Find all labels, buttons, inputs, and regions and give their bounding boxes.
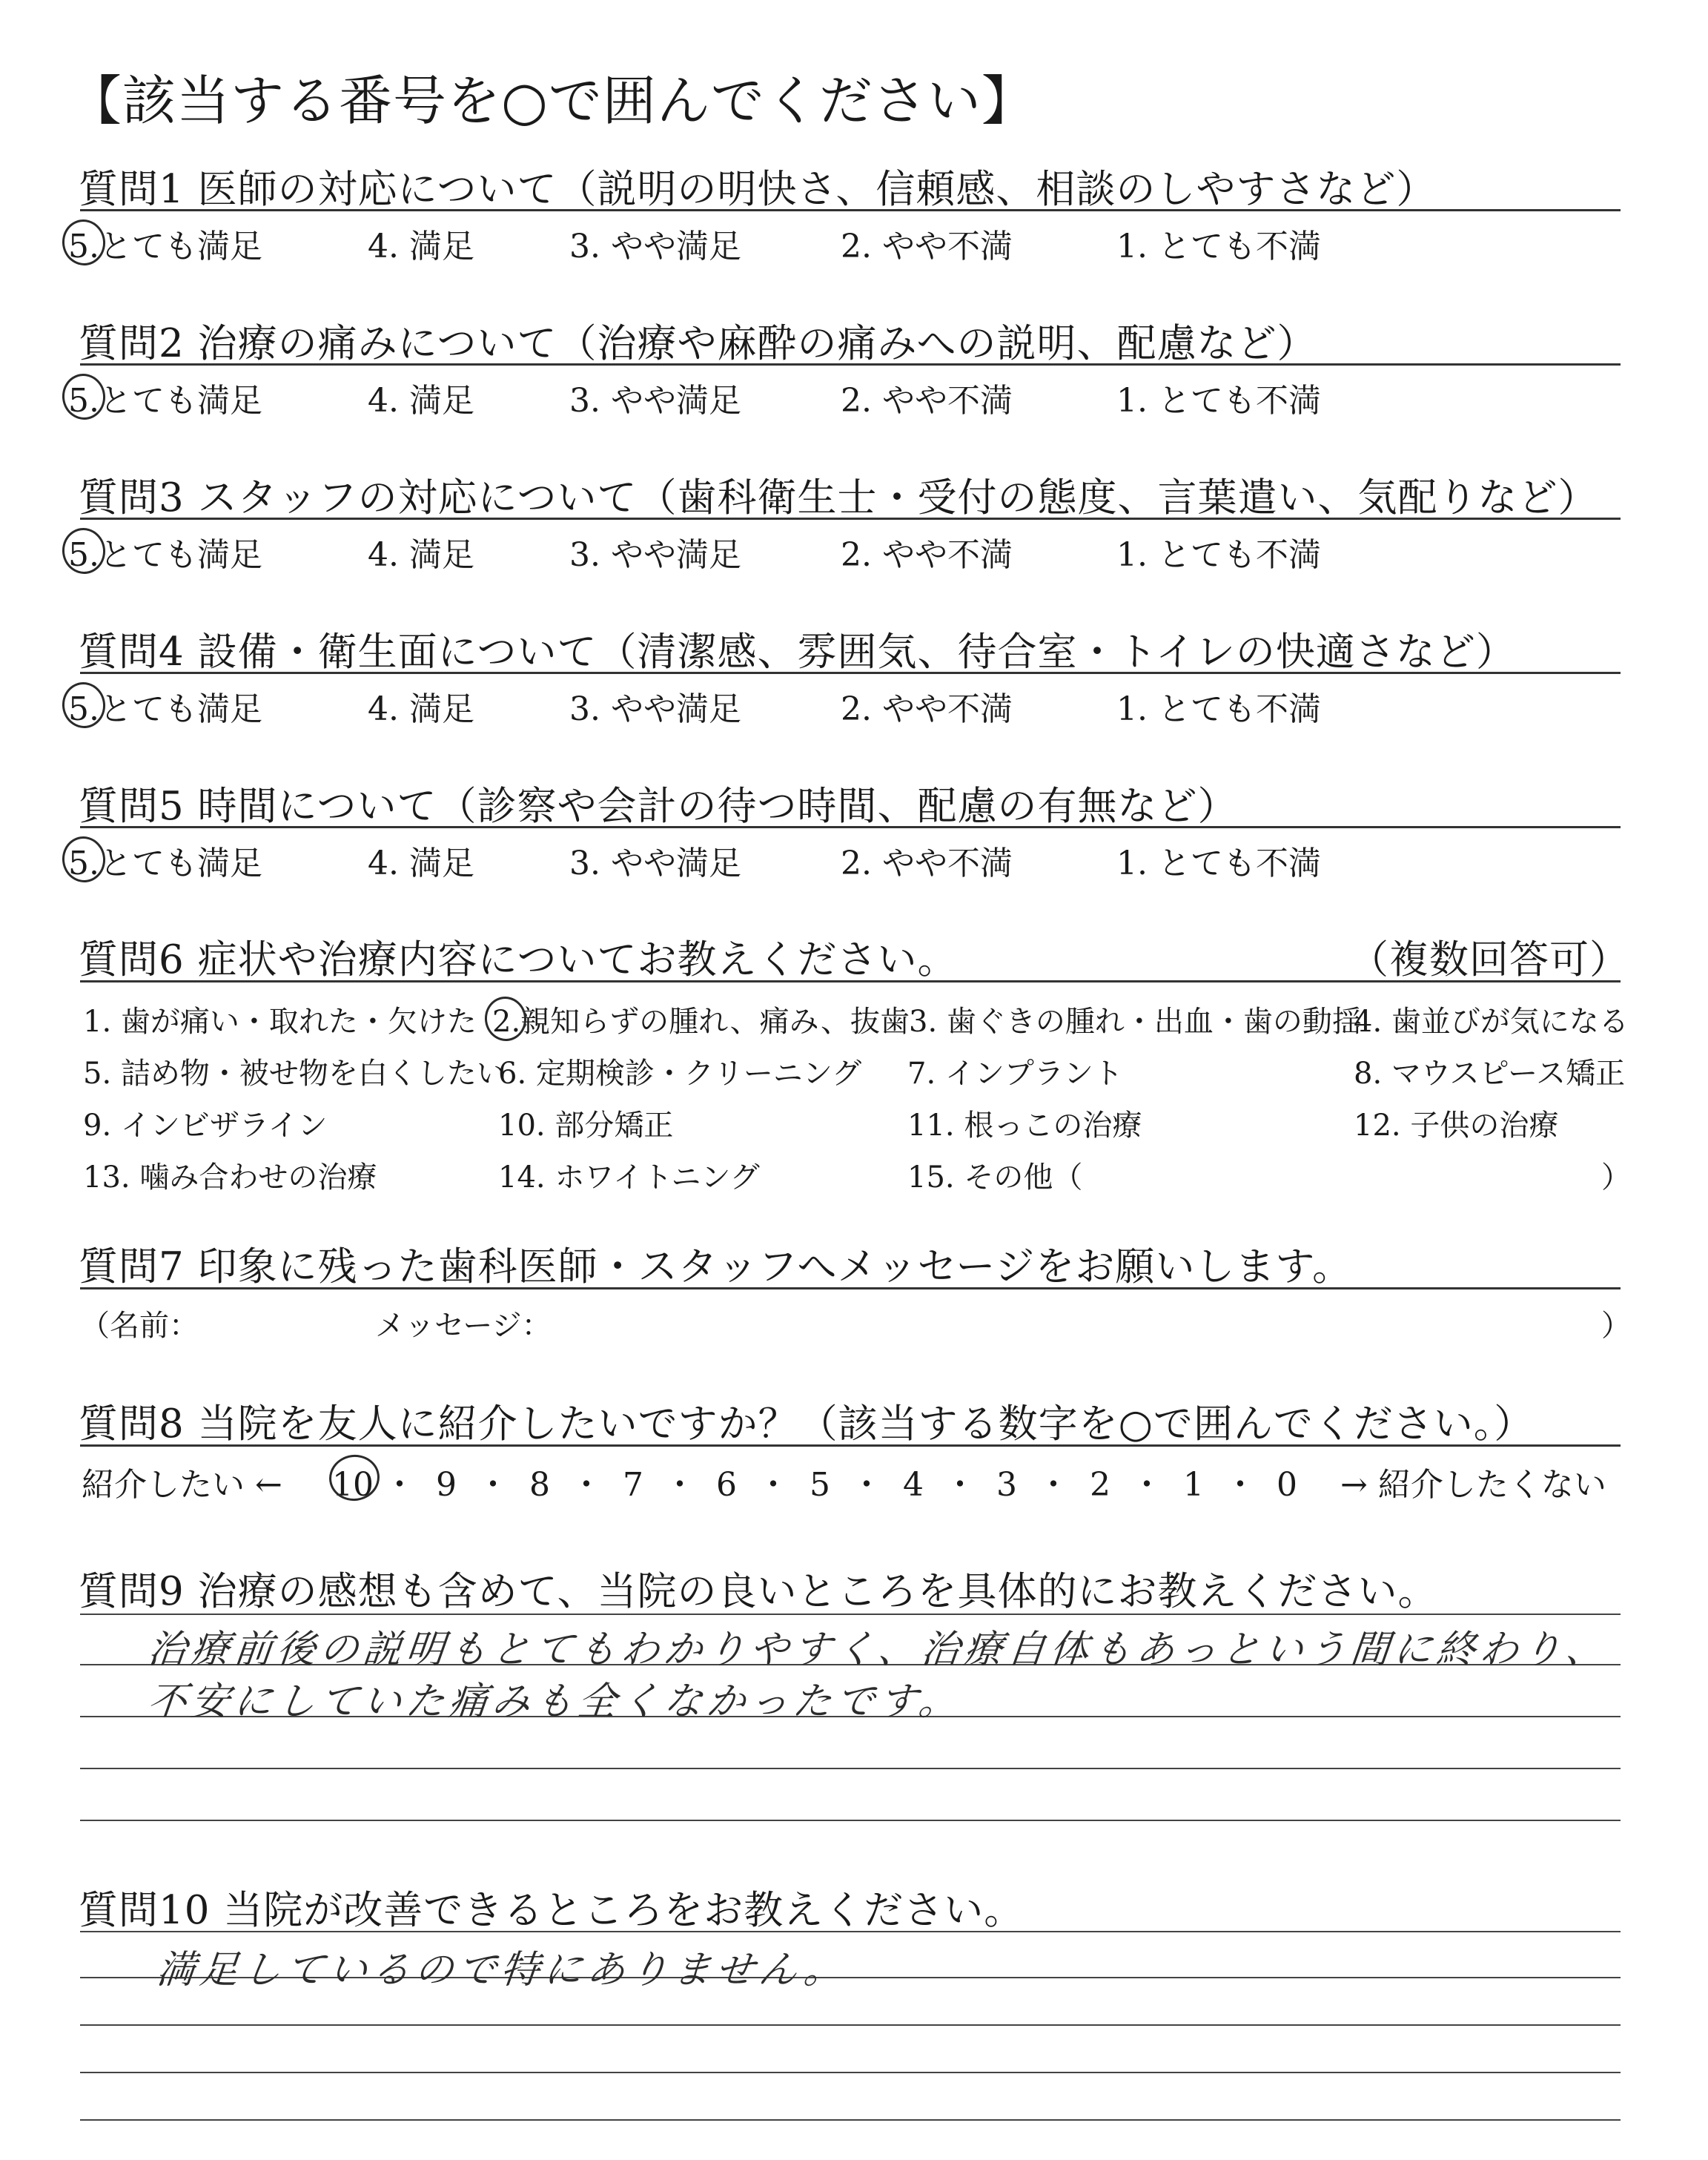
option-5[interactable]: 5.とても満足 bbox=[68, 228, 262, 265]
question-7-title: 質問7 印象に残った歯科医師・スタッフへメッセージをお願いします。 bbox=[79, 1244, 1353, 1289]
question-10-title: 質問10 当院が改善できるところをお教えください。 bbox=[79, 1888, 1025, 1933]
message-label: メッセージ： bbox=[375, 1309, 552, 1343]
divider bbox=[80, 672, 1621, 674]
option-3[interactable]: 3. やや満足 bbox=[569, 382, 741, 420]
scale-separator: ・ bbox=[477, 1466, 509, 1504]
option-5[interactable]: 5.とても満足 bbox=[68, 690, 262, 728]
option-2[interactable]: 2. やや不満 bbox=[841, 690, 1013, 728]
page-title: 【該当する番号を○で囲んでください】 bbox=[68, 70, 1036, 132]
option-1[interactable]: 1. とても不満 bbox=[1116, 690, 1321, 728]
recommend-right-label: → 紹介したくない bbox=[1340, 1466, 1606, 1504]
ruled-line bbox=[80, 2024, 1621, 2026]
question-1-title: 質問1 医師の対応について（説明の明快さ、信頼感、相談のしやすさなど） bbox=[79, 167, 1437, 212]
option-3[interactable]: 3. やや満足 bbox=[569, 536, 741, 574]
scale-separator: ・ bbox=[663, 1466, 696, 1504]
question-8-title: 質問8 当院を友人に紹介したいですか？（該当する数字を○で囲んでください。） bbox=[79, 1401, 1535, 1447]
divider bbox=[80, 363, 1621, 366]
q6-item-7[interactable]: 7. インプラント bbox=[907, 1057, 1123, 1091]
scale-separator: ・ bbox=[570, 1466, 603, 1504]
option-4[interactable]: 4. 満足 bbox=[368, 382, 474, 420]
option-3[interactable]: 3. やや満足 bbox=[569, 690, 741, 728]
recommend-option-8[interactable]: 8 bbox=[529, 1466, 550, 1504]
scale-separator: ・ bbox=[757, 1466, 790, 1504]
q6-item-13[interactable]: 13. 噛み合わせの治療 bbox=[83, 1160, 377, 1195]
option-5[interactable]: 5.とても満足 bbox=[68, 845, 262, 882]
option-1[interactable]: 1. とても不満 bbox=[1116, 382, 1321, 420]
question-4-title: 質問4 設備・衛生面について（清潔感、雰囲気、待合室・トイレの快適さなど） bbox=[79, 630, 1516, 675]
q6-item-12[interactable]: 12. 子供の治療 bbox=[1354, 1109, 1559, 1143]
q6-item-1[interactable]: 1. 歯が痛い・取れた・欠けた bbox=[83, 1005, 477, 1039]
q6-item-15[interactable]: 15. その他（ bbox=[907, 1160, 1083, 1195]
divider bbox=[80, 518, 1621, 520]
divider bbox=[80, 209, 1621, 211]
recommend-option-1[interactable]: 1 bbox=[1183, 1466, 1204, 1504]
question-5-title: 質問5 時間について（診察や会計の待つ時間、配慮の有無など） bbox=[79, 784, 1238, 829]
ruled-line bbox=[80, 1768, 1621, 1769]
recommend-scale bbox=[331, 1458, 1309, 1505]
handwritten-answer-line: 不安にしていた痛みも全くなかったです。 bbox=[145, 1680, 964, 1724]
question-3-title: 質問3 スタッフの対応について（歯科衛生士・受付の態度、言葉遣い、気配りなど） bbox=[79, 475, 1598, 521]
recommend-option-6[interactable]: 6 bbox=[716, 1466, 737, 1504]
divider bbox=[80, 826, 1621, 828]
recommend-option-10[interactable]: 10 bbox=[332, 1466, 374, 1504]
question-2-title: 質問2 治療の痛みについて（治療や麻酔の痛みへの説明、配慮など） bbox=[79, 321, 1317, 366]
option-5[interactable]: 5.とても満足 bbox=[68, 382, 262, 420]
option-3[interactable]: 3. やや満足 bbox=[569, 228, 741, 265]
handwritten-answer-line: 満足しているので特にありません。 bbox=[154, 1948, 850, 1992]
ruled-line bbox=[80, 1614, 1621, 1615]
recommend-option-2[interactable]: 2 bbox=[1090, 1466, 1110, 1504]
q6-close-paren: ） bbox=[1601, 1160, 1631, 1195]
q6-item-4[interactable]: 4. 歯並びが気になる bbox=[1354, 1005, 1629, 1039]
option-4[interactable]: 4. 満足 bbox=[368, 845, 474, 882]
handwritten-answer-line: 治療前後の説明もとてもわかりやすく、治療自体もあっという間に終わり、 bbox=[145, 1628, 1612, 1672]
divider bbox=[80, 980, 1621, 982]
q6-item-14[interactable]: 14. ホワイトニング bbox=[498, 1160, 760, 1195]
question-6-title: 質問6 症状や治療内容についてお教えください。 bbox=[79, 937, 958, 982]
recommend-option-7[interactable]: 7 bbox=[623, 1466, 643, 1504]
recommend-option-3[interactable]: 3 bbox=[996, 1466, 1017, 1504]
option-2[interactable]: 2. やや不満 bbox=[841, 536, 1013, 574]
q7-close-paren: ） bbox=[1601, 1309, 1631, 1343]
q6-item-5[interactable]: 5. 詰め物・被せ物を白くしたい bbox=[83, 1057, 506, 1091]
scale-separator: ・ bbox=[944, 1466, 976, 1504]
recommend-option-0[interactable]: 0 bbox=[1277, 1466, 1297, 1504]
name-label: （名前： bbox=[80, 1309, 199, 1343]
ruled-line bbox=[80, 2072, 1621, 2073]
q6-item-11[interactable]: 11. 根っこの治療 bbox=[907, 1109, 1142, 1143]
recommend-option-5[interactable]: 5 bbox=[810, 1466, 830, 1504]
recommend-option-9[interactable]: 9 bbox=[436, 1466, 457, 1504]
option-1[interactable]: 1. とても不満 bbox=[1116, 228, 1321, 265]
scale-separator: ・ bbox=[1037, 1466, 1070, 1504]
option-1[interactable]: 1. とても不満 bbox=[1116, 536, 1321, 574]
scale-separator: ・ bbox=[850, 1466, 883, 1504]
question-6-note: （複数回答可） bbox=[1349, 937, 1629, 982]
scale-separator: ・ bbox=[1131, 1466, 1163, 1504]
option-2[interactable]: 2. やや不満 bbox=[841, 228, 1013, 265]
q6-item-3[interactable]: 3. 歯ぐきの腫れ・出血・歯の動揺 bbox=[909, 1005, 1362, 1039]
divider bbox=[80, 1444, 1621, 1447]
option-3[interactable]: 3. やや満足 bbox=[569, 845, 741, 882]
option-4[interactable]: 4. 満足 bbox=[368, 228, 474, 265]
recommend-left-label: 紹介したい ← bbox=[82, 1466, 282, 1504]
q6-item-2[interactable]: 2.親知らずの腫れ、痛み、抜歯 bbox=[492, 1005, 910, 1039]
q6-item-6[interactable]: 6. 定期検診・クリーニング bbox=[498, 1057, 862, 1091]
q6-item-10[interactable]: 10. 部分矯正 bbox=[498, 1109, 674, 1143]
scale-separator: ・ bbox=[383, 1466, 416, 1504]
option-1[interactable]: 1. とても不満 bbox=[1116, 845, 1321, 882]
ruled-line bbox=[80, 1931, 1621, 1932]
question-9-title: 質問9 治療の感想も含めて、当院の良いところを具体的にお教えください。 bbox=[79, 1569, 1438, 1614]
option-4[interactable]: 4. 満足 bbox=[368, 536, 474, 574]
q6-item-8[interactable]: 8. マウスピース矯正 bbox=[1354, 1057, 1626, 1091]
option-2[interactable]: 2. やや不満 bbox=[841, 382, 1013, 420]
option-4[interactable]: 4. 満足 bbox=[368, 690, 474, 728]
recommend-option-4[interactable]: 4 bbox=[903, 1466, 924, 1504]
q6-item-9[interactable]: 9. インビザライン bbox=[83, 1109, 328, 1143]
ruled-line bbox=[80, 2119, 1621, 2121]
ruled-line bbox=[80, 1820, 1621, 1821]
scale-separator: ・ bbox=[1224, 1466, 1257, 1504]
option-2[interactable]: 2. やや不満 bbox=[841, 845, 1013, 882]
divider bbox=[80, 1287, 1621, 1289]
option-5[interactable]: 5.とても満足 bbox=[68, 536, 262, 574]
